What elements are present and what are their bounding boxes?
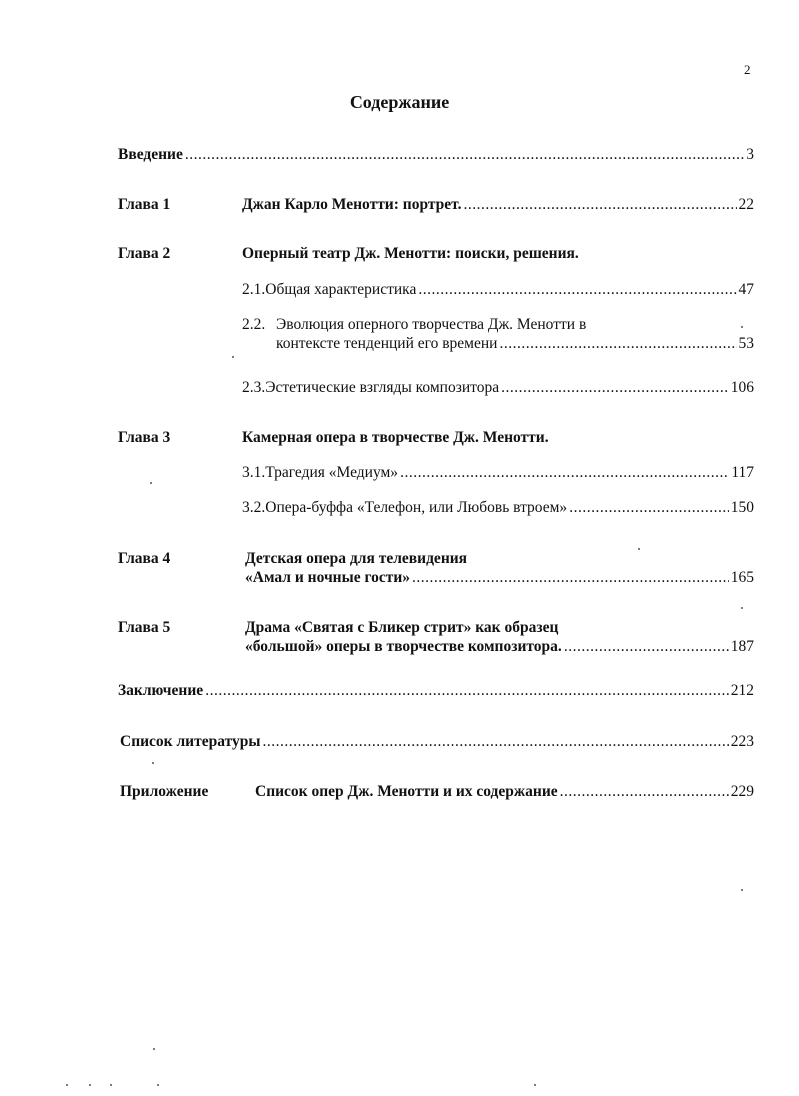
scan-speck [66,1084,68,1086]
section-2-1-title: Общая характеристика [265,281,417,298]
appendix-label: Приложение [120,783,209,800]
conclusion-page: 212 [730,682,754,699]
section-2-1-number: 2.1. [242,281,266,298]
leader-dots [412,569,729,587]
section-2-3-page: 106 [730,379,754,396]
toc-entry-bibliography [120,733,754,751]
toc-intro-label: Введение [118,146,183,163]
scan-speck [110,1084,112,1086]
section-2-3-title: Эстетические взгляды композитора [265,379,500,396]
toc-entry-section-2-2-line1 [242,316,586,334]
section-2-2-number: 2.2. [242,316,266,333]
section-3-1-page: 117 [731,464,754,481]
section-3-1-title: Трагедия «Медиум» [265,464,399,481]
toc-intro-page: 3 [746,146,754,163]
chapter3-title: Камерная опера в творчестве Дж. Менотти. [242,429,549,446]
toc-entry-section-3-2 [242,499,754,517]
toc-entry-section-2-1 [242,281,754,299]
chapter3-label: Глава 3 [118,429,171,446]
chapter4-title-line1: Детская опера для телевидения [245,550,468,567]
leader-dots [499,335,736,353]
chapter1-page: 22 [738,196,754,213]
toc-entry-section-2-2-line2 [276,335,754,353]
leader-dots [501,379,729,397]
toc-entry-intro [118,146,754,164]
chapter5-label: Глава 5 [118,619,171,636]
section-3-2-page: 150 [730,499,754,516]
chapter4-title-line2: «Амал и ночные гости» [245,569,411,586]
scan-speck [89,1084,91,1086]
chapter2-label: Глава 2 [118,245,171,262]
toc-entry-chapter4 [245,569,754,587]
leader-dots [560,783,729,801]
scan-speck [534,1084,536,1086]
leader-dots [464,196,737,214]
toc-entry-appendix [255,783,754,801]
appendix-title: Список опер Дж. Менотти и их содержание [255,783,558,800]
toc-entry-chapter5 [245,638,754,656]
toc-entry-section-3-1 [242,464,754,482]
chapter4-label: Глава 4 [118,550,171,567]
bibliography-page: 223 [730,733,754,750]
scan-speck [638,548,640,550]
section-2-3-number: 2.3. [242,379,266,396]
toc-entry-conclusion [118,682,754,700]
section-2-1-page: 47 [738,281,754,298]
page-number: 2 [744,62,751,77]
leader-dots [564,638,729,656]
appendix-page: 229 [730,783,754,800]
section-3-2-title: Опера-буффа «Телефон, или Любовь втроем» [265,499,568,516]
scan-speck [232,356,234,358]
chapter2-title: Оперный театр Дж. Менотти: поиски, решения. [242,245,579,262]
conclusion-label: Заключение [118,682,204,699]
toc-entry-chapter1 [242,196,754,214]
chapter1-title: Джан Карло Менотти: портрет. [242,196,462,213]
scan-speck [153,1048,155,1050]
chapter5-page: 187 [730,638,754,655]
section-2-2-title-line1: Эволюция оперного творчества Дж. Менотти в [276,316,587,333]
section-2-2-title-line2: контексте тенденций его времени [276,335,498,352]
scan-speck [741,889,743,891]
scan-speck [150,482,152,484]
leader-dots [205,682,729,700]
chapter1-label: Глава 1 [118,196,171,213]
page-title: Содержание [349,92,450,112]
leader-dots [400,464,729,482]
leader-dots [418,281,736,299]
bibliography-label: Список литературы [120,733,261,750]
leader-dots [185,146,744,164]
scan-speck [741,607,743,609]
toc-entry-section-2-3 [242,379,754,397]
section-3-1-number: 3.1. [242,464,266,481]
leader-dots [569,499,729,517]
scan-speck [157,1084,159,1086]
chapter5-title-line2: «большой» оперы в творчестве композитора. [245,638,562,655]
chapter4-page: 165 [730,569,754,586]
section-3-2-number: 3.2. [242,499,266,516]
scan-speck [741,326,743,328]
leader-dots [262,733,728,751]
scan-speck [152,762,154,764]
section-2-2-page: 53 [738,335,754,352]
chapter5-title-line1: Драма «Святая с Бликер стрит» как образец [245,619,559,636]
